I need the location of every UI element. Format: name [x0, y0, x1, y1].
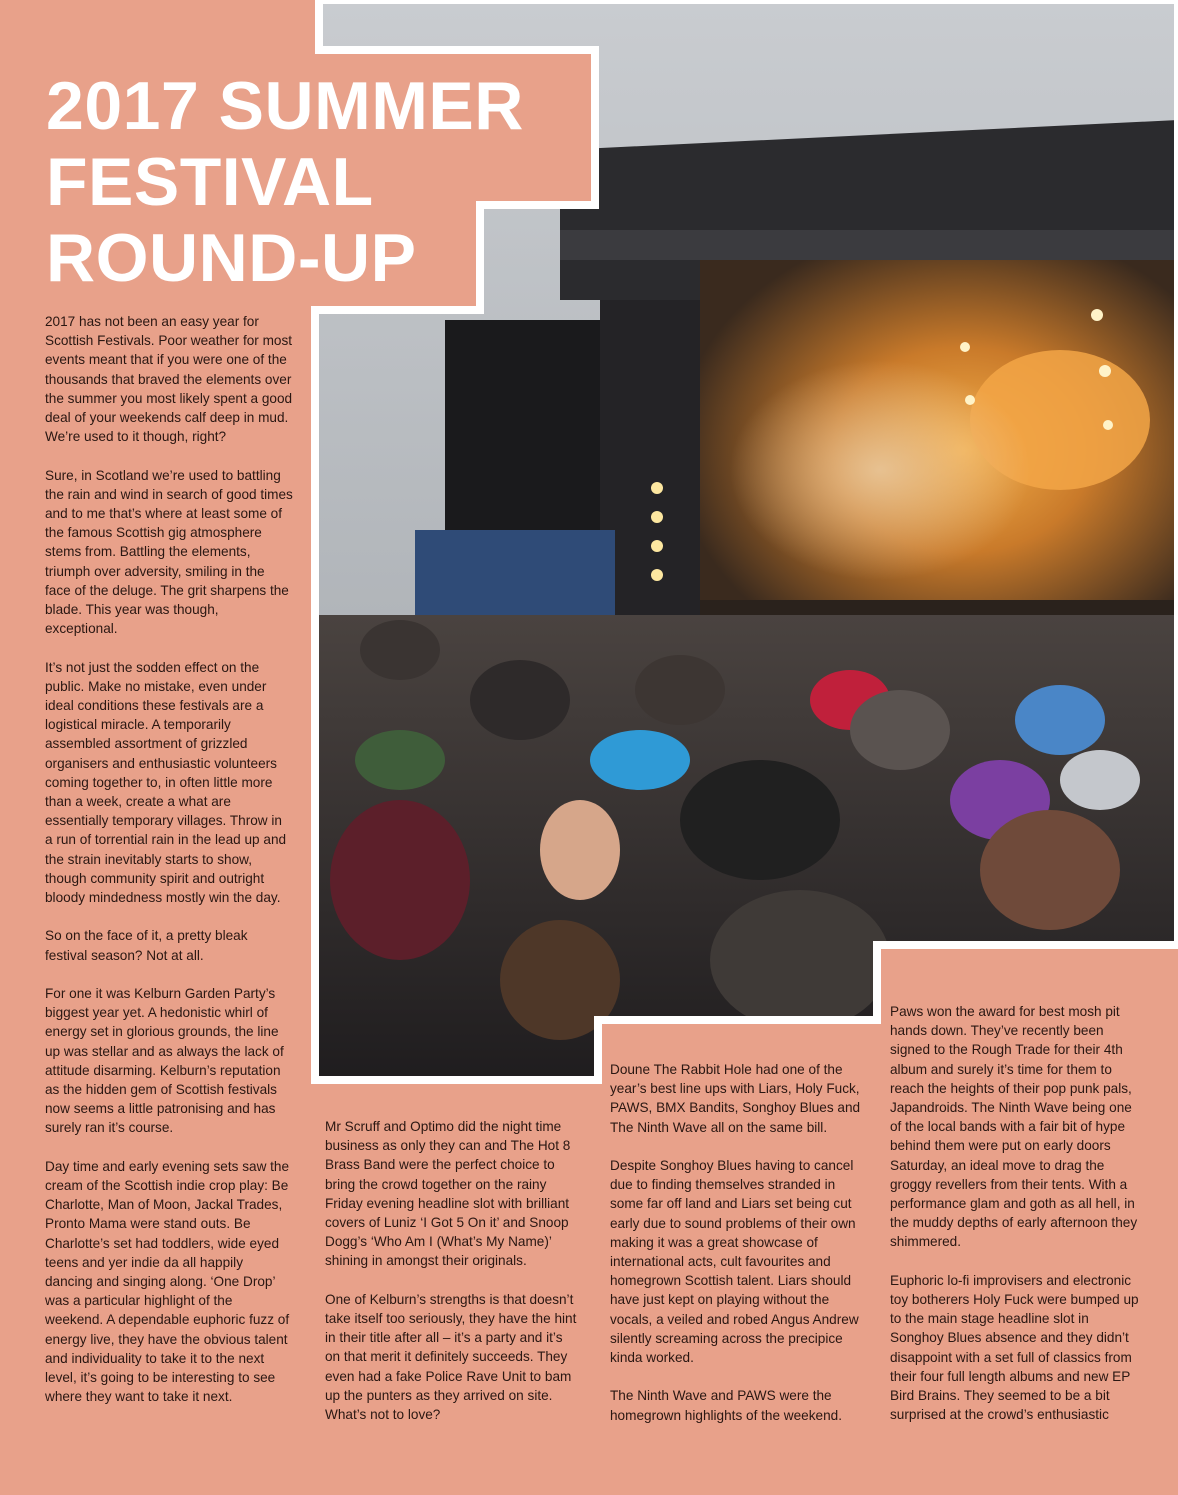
paragraph: Doune The Rabbit Hole had one of the year’s best line ups with Liars, Holy Fuck, PAWS, BMX Bandits, Songhoy Blues and The Ninth Wave all on the same bill. [610, 1062, 861, 1135]
text-column-4 [890, 1002, 1140, 1424]
title-line-3: ROUND-UP [46, 220, 417, 296]
paragraph: Day time and early evening sets saw the cream of the Scottish indie crop play: Be Charlotte, Man of Moon, Jackal Trades, Pronto Mama were stand outs. Be Charlotte’s set had toddlers, wide eyed teens and yer indie da all happily dancing and singing along. ‘One Drop’ was a particular highlight of the weekend. A dependable euphoric fuzz of energy live, they have the obvious talent and individuality to take it to the next level, it’s going to be interesting to see where they want to take it next. [45, 1158, 290, 1405]
paragraph: Mr Scruff and Optimo did the night time business as only they can and The Hot 8 Brass Band were the perfect choice to bring the crowd together on the rainy Friday evening headline slot with brilliant covers of Luniz ‘I Got 5 On it’ and Snoop Dogg’s ‘Who Am I (What’s My Name)’ shining in amongst their originals. [325, 1119, 571, 1269]
paragraph: Despite Songhoy Blues having to cancel due to finding themselves stranded in some far off land and Liars set being cut early due to sound problems of their own making it was a great showcase of international acts, cult favourites and homegrown Scottish talent. Liars should have just kept on playing without the vocals, a veiled and robed Angus Andrew silently screaming across the precipice kinda worked. [610, 1158, 859, 1366]
paragraph: Paws won the award for best mosh pit hands down. They’ve recently been signed to the Rough Trade for their 4th album and surely it’s time for them to reach the heights of their pop punk pals, Japandroids. The Ninth Wave being one of the local bands with a fair bit of hype behind them were put on early doors Saturday, an ideal move to drag the groggy revellers from their tents. With a performance glam and goth as all hell, in the muddy depths of early afternoon they shimmered. [890, 1004, 1138, 1250]
text-column-3 [610, 1060, 862, 1425]
text-column-1 [45, 312, 293, 1407]
article-title [46, 68, 586, 296]
title-line-1: 2017 SUMMER [46, 68, 524, 144]
paragraph: The Ninth Wave and PAWS were the homegrown highlights of the weekend. [610, 1388, 842, 1423]
paragraph: It’s not just the sodden effect on the public. Make no mistake, even under ideal conditions these festivals are a logistical miracle. A temporarily assembled assortment of grizzled organisers and enthusiastic volunteers coming together to, in often little more than a week, create a what are essentially temporary villages. Throw in a run of torrential rain in the lead up and the strain inevitably starts to show, though community spirit and outright bloody mindedness mostly win the day. [45, 659, 287, 906]
text-column-2 [325, 1117, 577, 1424]
paragraph: 2017 has not been an easy year for Scottish Festivals. Poor weather for most events meant that if you were one of the thousands that braved the elements over the summer you most likely spent a good deal of your weekends calf deep in mud. We’re used to it though, right? [45, 314, 293, 445]
paragraph: Euphoric lo-fi improvisers and electronic toy botherers Holy Fuck were bumped up to the main stage headline slot in Songhoy Blues absence and they didn’t disappoint with a set full of classics from their four full length albums and new EP Bird Brains. They seemed to be a bit surprised at the crowd’s enthusiastic [890, 1272, 1139, 1423]
paragraph: For one it was Kelburn Garden Party’s biggest year yet. A hedonistic whirl of energy set in glorious grounds, the line up was stellar and as always the lack of attitude disarming. Kelburn’s reputation as the hidden gem of Scottish festivals now seems a little patronising and has surely ran it’s course. [45, 986, 284, 1136]
paragraph: Sure, in Scotland we’re used to battling the rain and wind in search of good times and to me that’s where at least some of the famous Scottish gig atmosphere stems from. Battling the elements, triumph over adversity, smiling in the face of the deluge. The grit sharpens the blade. This year was though, exceptional. [45, 467, 293, 637]
paragraph: So on the face of it, a pretty bleak festival season? Not at all. [45, 928, 248, 963]
title-line-2: FESTIVAL [46, 144, 374, 220]
paragraph: One of Kelburn’s strengths is that doesn’t take itself too seriously, they have the hint in their title after all – it’s a party and it’s on that merit it definitely succeeds. They even had a fake Police Rave Unit to bam up the punters as they arrived on site. What’s not to love? [325, 1291, 577, 1423]
